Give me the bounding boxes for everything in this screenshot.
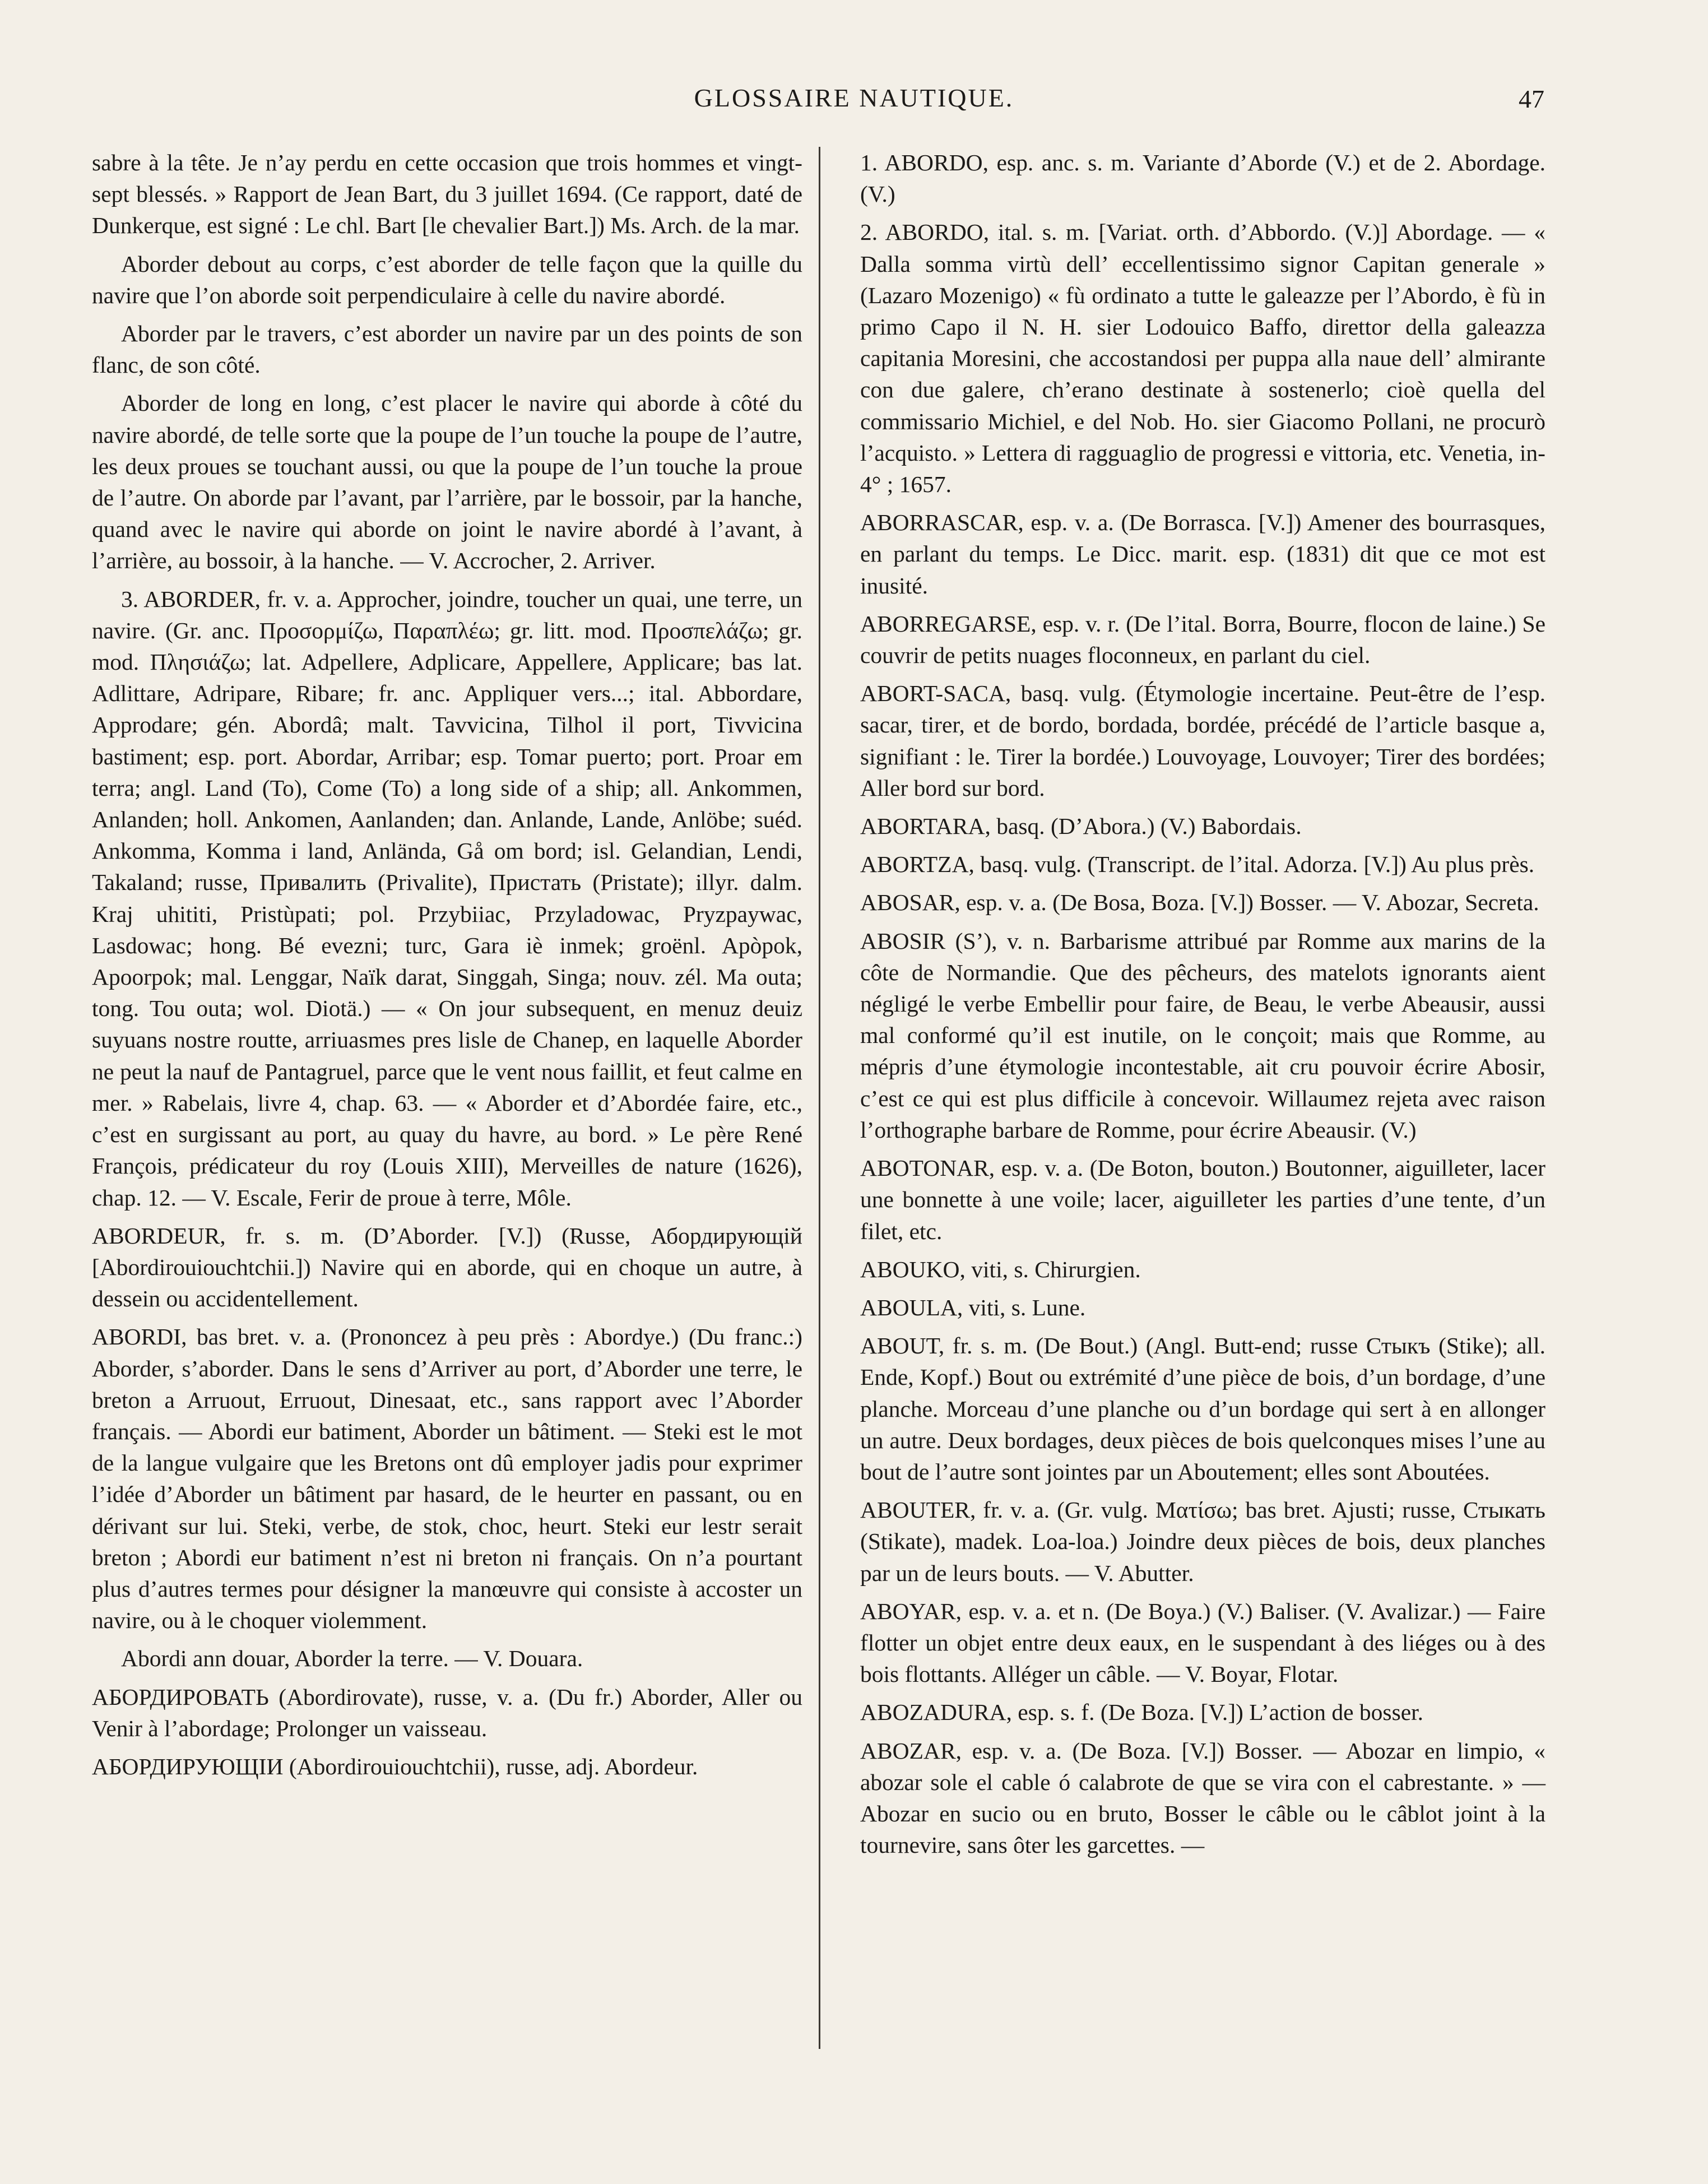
running-header: GLOSSAIRE NAUTIQUE. xyxy=(694,84,1014,112)
dictionary-entry: ABOSAR, esp. v. a. (De Bosa, Boza. [V.]) Bosser. — V. Abozar, Secreta. xyxy=(860,889,1539,916)
dictionary-entry: 2. ABORDO, ital. s. m. [Variat. orth. d’Abbordo. (V.)] Abordage. — « Dalla somma virtù dell’ eccellentissimo signor Capitan generale » (Lazaro Mozenigo) « fù ordinato a tutte le galeazze per l’Abordo, è fù in primo Capo il N. H. sier Lodouico Baffo, direttor della galeazza capitania Moresini, che accostandosi per puppa alla naue dell’ almirante con due galere, ch’erano destinate à sostenerlo; cioè quella del commissario Michiel, e del Nob. Ho. sier Giacomo Pollani, ne procurò l’acquisto. » Lettera di ragguaglio de progressi e vittoria, etc. Venetia, in-4° ; 1657. xyxy=(860,219,1545,498)
dictionary-entry: ABORTZA, basq. vulg. (Transcript. de l’ital. Adorza. [V.]) Au plus près. xyxy=(860,851,1535,878)
right-column xyxy=(860,147,1545,1867)
dictionary-entry: ABORT-SACA, basq. vulg. (Étymologie incertaine. Peut-être de l’esp. sacar, tirer, et de bordo, bordada, bordée, précédé de l’article basque a, signifiant : le. Tirer la bordée.) Louvoyage, Louvoyer; Tirer des bordées; Aller bord sur bord. xyxy=(860,680,1545,801)
dictionary-entry: ABORDI, bas bret. v. a. (Prononcez à peu près : Abordye.) (Du franc.:) Aborder, s’aborder. Dans le sens d’Arriver au port, d’Aborder une terre, le breton a Arruout, Erruout, Dinesaat, etc., sans rapport avec l’Aborder français. — Abordi eur batiment, Aborder un bâtiment. — Steki est le mot de la langue vulgaire que les Bretons ont dû employer jadis pour exprimer l’idée d’Aborder un bâtiment par hasard, de le heurter en passant, ou en dérivant sur lui. Steki, verbe, de stok, choc, heurt. Steki eur lestr serait breton ; Abordi eur batiment n’est ni breton ni français. On n’a pourtant plus d’autres termes pour désigner la manœuvre qui consiste à accoster un navire, ou à le choquer violemment. xyxy=(92,1324,802,1634)
left-column xyxy=(92,147,802,1789)
page-number: 47 xyxy=(1519,85,1544,113)
dictionary-entry: ABOYAR, esp. v. a. et n. (De Boya.) (V.) Baliser. (V. Avalizar.) — Faire flotter un objet entre deux eaux, en le suspendant à des liéges ou à des bois flottants. Alléger un câble. — V. Boyar, Flotar. xyxy=(860,1598,1545,1687)
dictionary-entry: ABOSIR (S’), v. n. Barbarisme attribué par Romme aux marins de la côte de Normandie. Que des pêcheurs, des matelots ignorants aient négligé le verbe Embellir pour faire, de Beau, le verbe Abeausir, aussi mal conformé qu’il est inutile, on le conçoit; mais que Romme, au mépris d’une étymologie incontestable, ait cru pouvoir écrire Abosir, c’est ce qui est plus difficile à concevoir. Willaumez rejeta avec raison l’orthographe barbare de Romme, pour écrire Abeausir. (V.) xyxy=(860,928,1545,1143)
dictionary-entry: ABOUT, fr. s. m. (De Bout.) (Angl. Butt-end; russe Стыкъ (Stike); all. Ende, Kopf.) Bout ou extrémité d’une pièce de bois, d’un bordage, d’une planche. Morceau d’une planche ou d’un bordage qui sert à en allonger un autre. Deux bordages, deux pièces de bois quelconques mises l’une au bout de l’autre sont jointes par un Aboutement; elles sont Aboutées. xyxy=(860,1333,1545,1485)
dictionary-entry: ABOTONAR, esp. v. a. (De Boton, bouton.) Boutonner, aiguilleter, lacer une bonnette à une voile; lacer, aiguilleter les parties d’une tente, d’un filet, etc. xyxy=(860,1155,1545,1244)
dictionary-entry: АБОРДИРУЮЩІИ (Abordirouiouchtchii), russe, adj. Abordeur. xyxy=(92,1753,698,1779)
dictionary-entry: ABOZAR, esp. v. a. (De Boza. [V.]) Bosser. — Abozar en limpio, « abozar sole el cable ó calabrote de que se vira con el cabrestante. » — Abozar en sucio ou en bruto, Bosser le câble ou le câblot joint à la tournevire, sans ôter les garcettes. — xyxy=(860,1737,1545,1858)
paragraph: sabre à la tête. Je n’ay perdu en cette occasion que trois hommes et vingt-sept blessés. » Rapport de Jean Bart, du 3 juillet 1694. (Ce rapport, daté de Dunkerque, est signé : Le chl. Bart [le chevalier Bart.]) Ms. Arch. de la mar. xyxy=(92,150,802,239)
column-divider xyxy=(819,147,820,2049)
dictionary-entry: ABORREGARSE, esp. v. r. (De l’ital. Borra, Bourre, flocon de laine.) Se couvrir de petits nuages floconneux, en parlant du ciel. xyxy=(860,610,1545,669)
dictionary-entry: 1. ABORDO, esp. anc. s. m. Variante d’Aborde (V.) et de 2. Abordage. (V.) xyxy=(860,150,1545,207)
dictionary-entry: ABORDEUR, fr. s. m. (D’Aborder. [V.]) (Russe, Абордирующій [Abordirouiouchtchii.]) Navire qui en aborde, qui en choque un autre, à dessein ou accidentellement. xyxy=(92,1222,802,1312)
dictionary-entry: ABOZADURA, esp. s. f. (De Boza. [V.]) L’action de bosser. xyxy=(860,1699,1424,1726)
dictionary-entry: 3. ABORDER, fr. v. a. Approcher, joindre, toucher un quai, une terre, un navire. (Gr. anc. Προσορμίζω, Παραπλέω; gr. litt. mod. Προσπελάζω; gr. mod. Πλησιάζω; lat. Adpellere, Adplicare, Appellere, Applicare; bas lat. Adlittare, Adripare, Ribare; fr. anc. Appliquer vers...; ital. Abbordare, Approdare; gén. Abordâ; malt. Tavvicina, Tilhol il port, Tivvicina bastiment; esp. port. Abordar, Arribar; esp. Tomar puerto; port. Proar em terra; angl. Land (To), Come (To) a long side of a ship; all. Ankommen, Anlanden; holl. Ankomen, Aanlanden; dan. Anlande, Lande, Anlöbe; suéd. Ankomma, Komma i land, Anlända, Gå om bord; isl. Gelandian, Lendi, Takaland; russe, Привалить (Privalite), Пристать (Pristate); illyr. dalm. Kraj uhititi, Pristùpati; pol. Przybiiac, Przyladowac, Pryzpaywac, Lasdowac; hong. Bé evezni; turc, Gara iè inmek; groënl. Apòpok, Apoorpok; mal. Lenggar, Naïk darat, Singgah, Singa; nouv. zél. Ma outa; tong. Tou outa; wol. Diotä.) — « On jour subsequent, en menuz deuiz suyuans nostre routte, arriuasmes pres lisle de Chanep, en laquelle Aborder ne peut la nauf de Pantagruel, parce que le vent nous faillit, et feut calme en mer. » Rabelais, livre 4, chap. 63. — « Aborder et d’Abordée faire, etc., c’est en surgissant au port, au quay du havre, au bord. » Le père René François, prédicateur du roy (Louis XIII), Merveilles de nature (1626), chap. 12. — V. Escale, Ferir de proue à terre, Môle. xyxy=(92,586,802,1211)
dictionary-entry: АБОРДИРОВАТЬ (Abordirovate), russe, v. a. (Du fr.) Aborder, Aller ou Venir à l’abordage; Prolonger un vaisseau. xyxy=(92,1684,802,1741)
dictionary-entry: ABOULA, viti, s. Lune. xyxy=(860,1294,1086,1320)
dictionary-entry: ABORTARA, basq. (D’Abora.) (V.) Babordais. xyxy=(860,813,1302,840)
paragraph: Aborder par le travers, c’est aborder un navire par un des points de son flanc, de son côté. xyxy=(92,321,802,378)
paragraph: Aborder de long en long, c’est placer le navire qui aborde à côté du navire abordé, de telle sorte que la poupe de l’un touche la poupe de l’autre, les deux proues se touchant aussi, ou que la poupe de l’un touche la proue de l’autre. On aborde par l’avant, par l’arrière, par le bossoir, par la hanche, quand avec le navire qui aborde on joint le navire abordé à l’avant, à l’arrière, au bossoir, à la hanche. — V. Accrocher, 2. Arriver. xyxy=(92,390,802,574)
dictionary-entry: ABORRASCAR, esp. v. a. (De Borrasca. [V.]) Amener des bourrasques, en parlant du temps. Le Dicc. marit. esp. (1831) dit que ce mot est inusité. xyxy=(860,509,1545,599)
paragraph: Aborder debout au corps, c’est aborder de telle façon que la quille du navire que l’on aborde soit perpendiculaire à celle du navire abordé. xyxy=(92,251,802,308)
paragraph: Abordi ann douar, Aborder la terre. — V. Douara. xyxy=(121,1645,583,1672)
dictionary-entry: ABOUTER, fr. v. a. (Gr. vulg. Ματίσω; bas bret. Ajusti; russe, Стыкать (Stikate), madek. Loa-loa.) Joindre deux pièces de bois, deux planches par un de leurs bouts. — V. Abutter. xyxy=(860,1497,1545,1586)
dictionary-entry: ABOUKO, viti, s. Chirurgien. xyxy=(860,1256,1141,1282)
